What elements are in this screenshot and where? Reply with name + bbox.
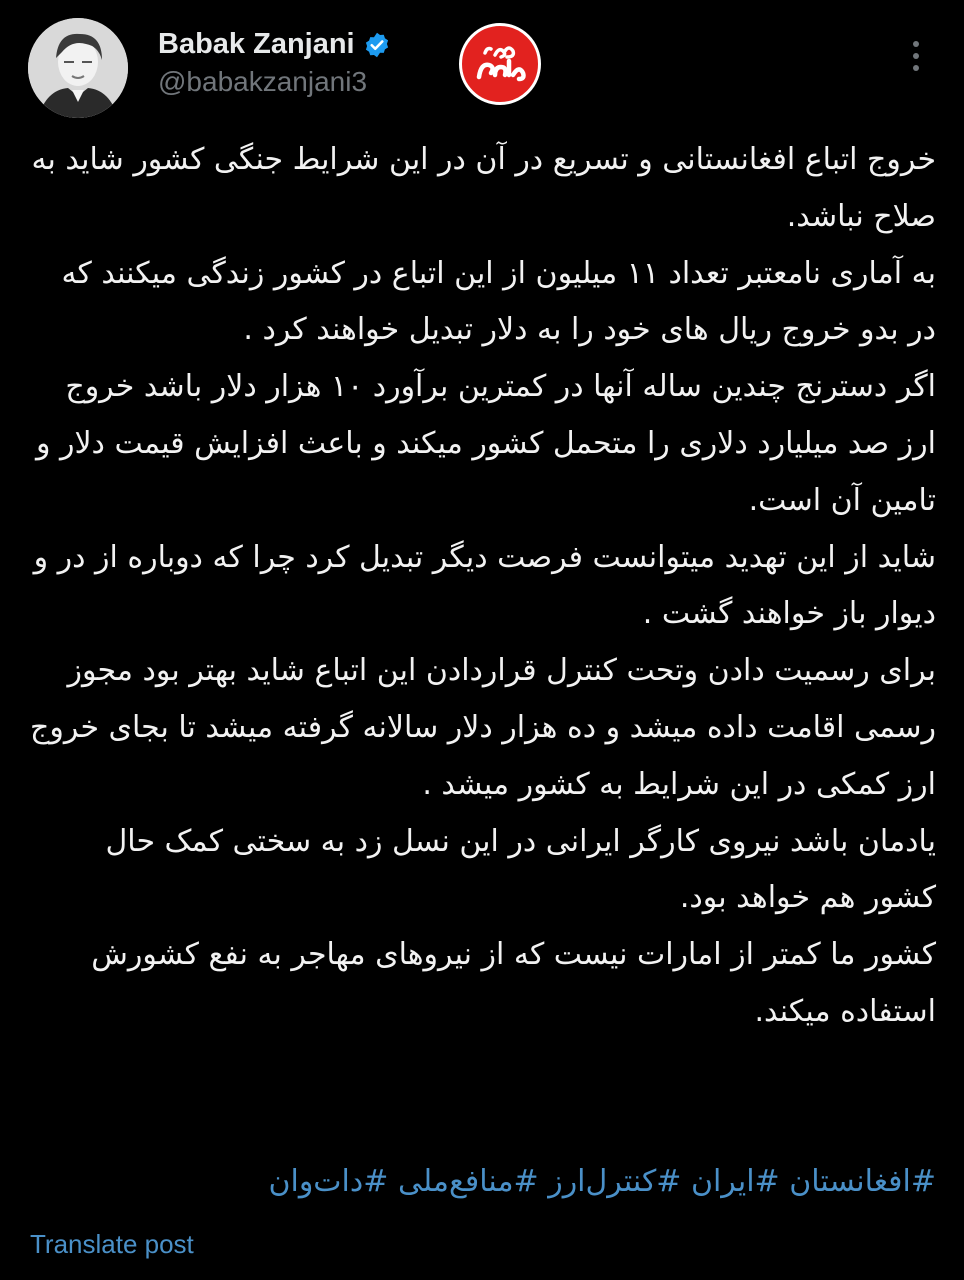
hamseda-logo <box>459 23 541 105</box>
hashtag-link[interactable]: #دات‌وان <box>268 1164 389 1199</box>
author-handle[interactable]: @babakzanjani3 <box>158 66 368 97</box>
hashtag-link[interactable]: #منافع‌ملی <box>397 1164 539 1199</box>
more-options-icon[interactable] <box>906 38 926 74</box>
hashtag-link[interactable]: #افغانستان <box>789 1164 936 1199</box>
hashtag-link[interactable]: #ایران <box>690 1164 780 1199</box>
hamseda-logo-mark <box>465 29 535 99</box>
hashtag-link[interactable]: #کنترل‌ارز <box>548 1164 682 1199</box>
tweet-body: خروج اتباع افغانستانی و تسریع در آن در این شرایط جنگی کشور شاید به صلاح نباشد. به آماری نامعتبر تعداد ۱۱ میلیون از این اتباع در کشور زندگی میکنند که در بدو خروج ریال های خود را به دلار تبدیل خواهند کرد . اگر دسترنج چندین ساله آنها در کمترین برآورد ۱۰ هزار دلار باشد خروج ارز صد میلیارد دلاری را متحمل کشور میکند و باعث افزایش قیمت دلار و تامین آن است. شاید از این تهدید میتوانست فرصت دیگر تبدیل کرد چرا که دوباره از در و دیوار باز خواهند گشت . برای رسمیت دادن وتحت کنترل قراردادن این اتباع شاید بهتر بود مجوز رسمی اقامت داده میشد و ده هزار دلار سالانه گرفته میشد تا بجای خروج ارز کمکی در این شرایط به کشور میشد . یادمان باشد نیروی کارگر ایرانی در این نسل زد به سختی کمک حال کشور هم خواهد بود. کشور ما کمتر از امارات نیست که از نیروهای مهاجر به نفع کشورش استفاده میکند. <box>30 142 936 1029</box>
translate-post-link[interactable]: Translate post <box>30 1229 194 1259</box>
avatar-photo <box>28 18 128 118</box>
author-avatar[interactable] <box>28 18 128 118</box>
author-display-name[interactable]: Babak Zanjani <box>158 28 355 60</box>
author-name-row <box>158 28 391 61</box>
tweet-hashtags <box>28 1154 936 1210</box>
verified-badge-icon[interactable] <box>363 31 391 59</box>
